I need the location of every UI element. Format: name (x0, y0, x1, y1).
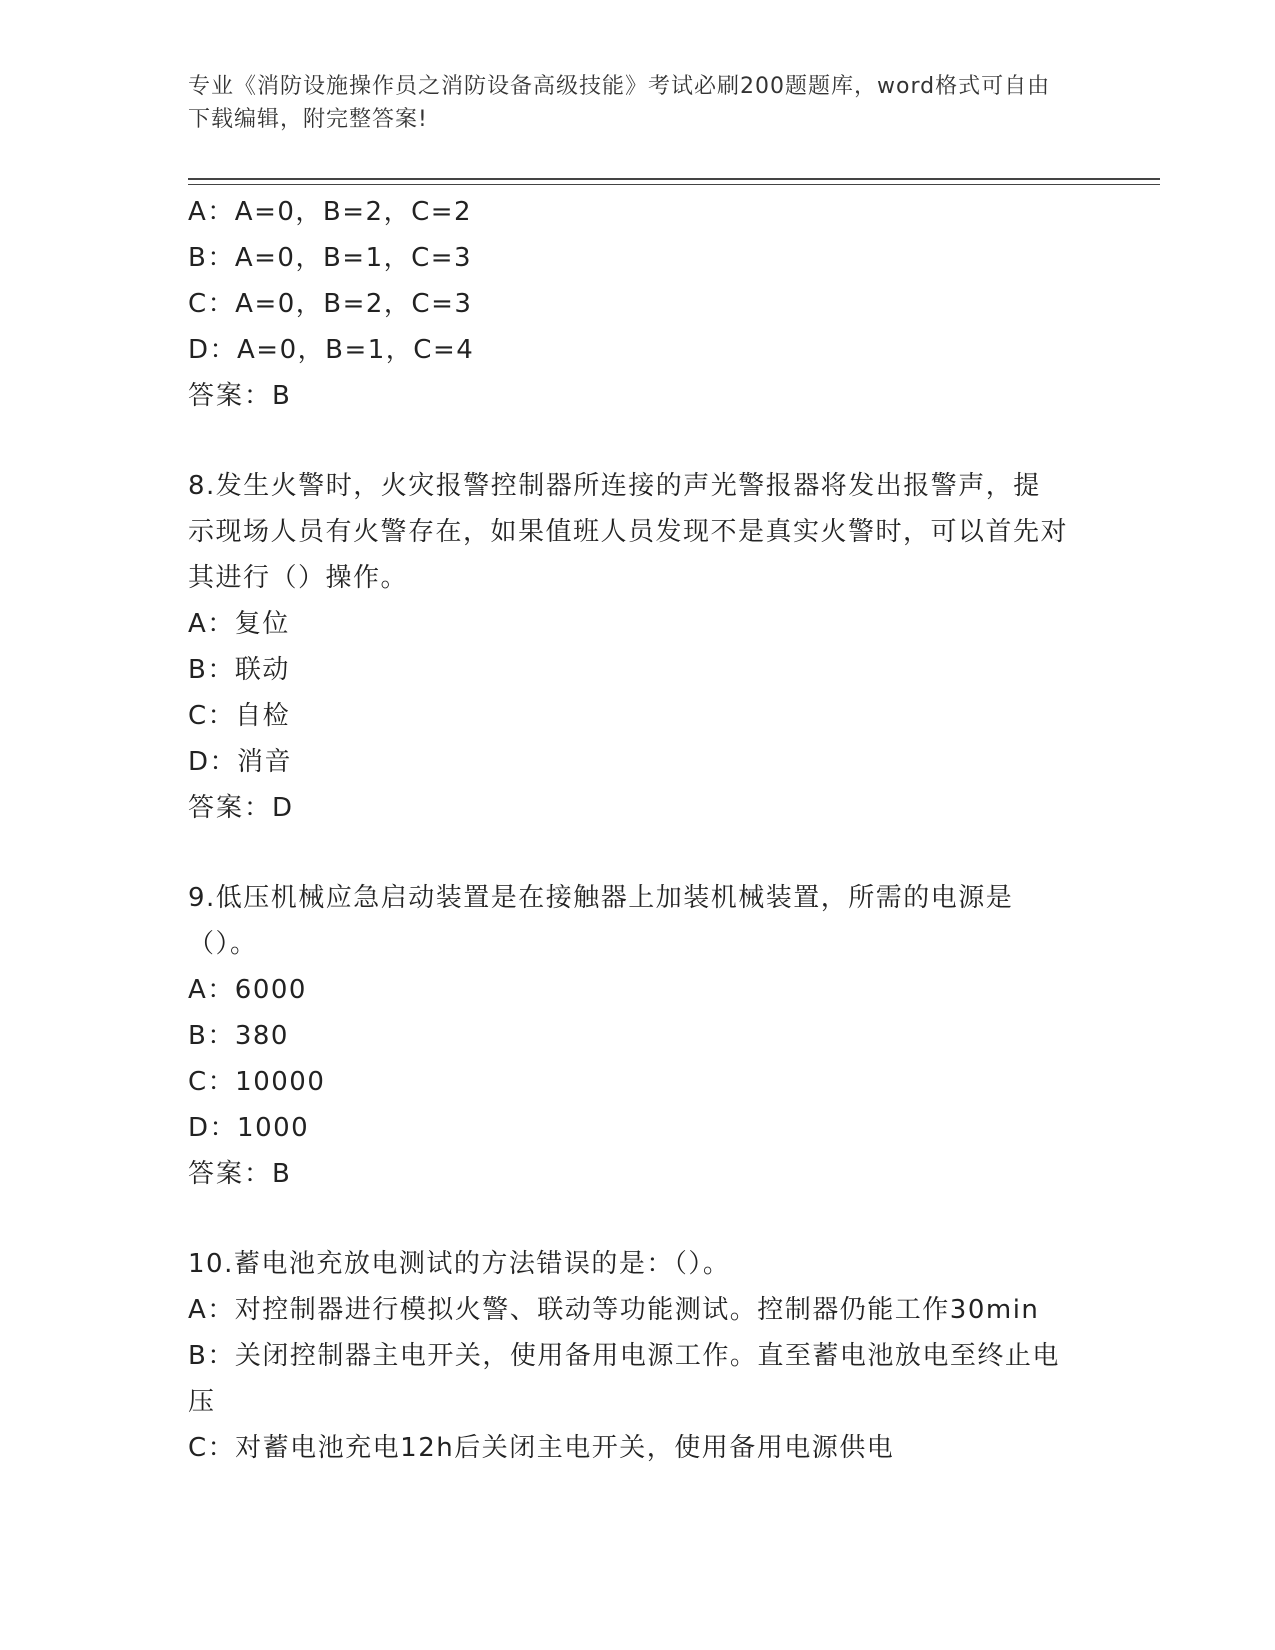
option-b: B：联动 (188, 655, 290, 685)
option-a: A：复位 (188, 609, 290, 639)
previous-question-block (188, 189, 1088, 419)
header-divider-thick (188, 178, 1160, 180)
question-9 (188, 875, 1088, 1197)
option-c: C：自检 (188, 701, 291, 731)
question-text: 8.发生火警时，火灾报警控制器所连接的声光警报器将发出报警声，提示现场人员有火警存在，如果值班人员发现不是真实火警时，可以首先对其进行（）操作。 (188, 471, 1069, 593)
document-header (188, 70, 1068, 136)
header-divider-thin (188, 184, 1160, 185)
option-a: A：6000 (188, 975, 307, 1005)
option-d: D：1000 (188, 1113, 310, 1143)
option-c: C：A=0，B=2，C=3 (188, 289, 473, 319)
question-text: 10.蓄电池充放电测试的方法错误的是：（）。 (188, 1249, 731, 1279)
option-b: B：A=0，B=1，C=3 (188, 243, 473, 273)
option-a: A：对控制器进行模拟火警、联动等功能测试。控制器仍能工作30min (188, 1295, 1040, 1325)
answer-line: 答案：D (188, 793, 295, 823)
question-10 (188, 1241, 1088, 1471)
question-8 (188, 463, 1088, 831)
question-text: 9.低压机械应急启动装置是在接触器上加装机械装置，所需的电源是（）。 (188, 883, 1014, 959)
option-c: C：10000 (188, 1067, 326, 1097)
option-b: B：380 (188, 1021, 289, 1051)
answer-line: 答案：B (188, 381, 292, 411)
document-body (188, 189, 1088, 1471)
answer-line: 答案：B (188, 1159, 292, 1189)
header-title: 专业《消防设施操作员之消防设备高级技能》考试必刷200题题库，word格式可自由下载编辑，附完整答案! (188, 74, 1051, 132)
option-a: A：A=0，B=2，C=2 (188, 197, 473, 227)
option-c: C：对蓄电池充电12h后关闭主电开关，使用备用电源供电 (188, 1433, 895, 1463)
option-d: D：消音 (188, 747, 293, 777)
option-d: D：A=0，B=1，C=4 (188, 335, 475, 365)
option-b: B：关闭控制器主电开关，使用备用电源工作。直至蓄电池放电至终止电压 (188, 1341, 1060, 1417)
